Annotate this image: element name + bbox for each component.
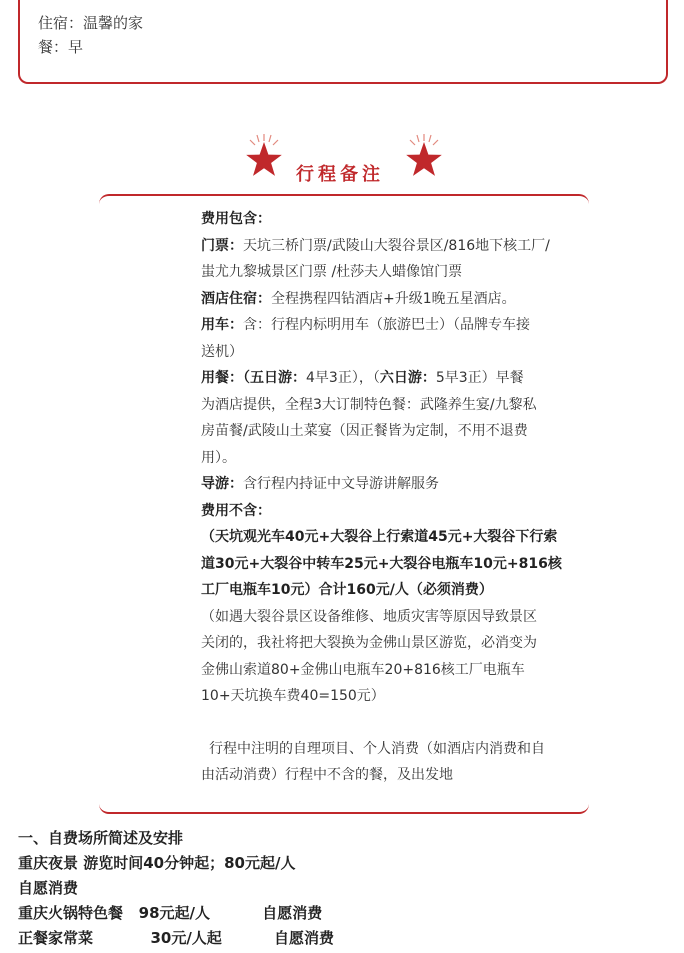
lodging-line: 住宿：温馨的家 xyxy=(38,14,144,32)
tickets-line xyxy=(201,233,587,260)
star-icon xyxy=(404,132,444,176)
spacer xyxy=(201,710,587,736)
self-pay-line-4: 正餐家常菜 30元/人起 自愿消费 xyxy=(18,929,335,947)
excludes-note-line-3: 金佛山索道80+金佛山电瓶车20+816核工厂电瓶车 xyxy=(201,661,525,678)
excludes-fee-line-1: （天坑观光车40元+大裂谷上行索道45元+大裂谷下行索 xyxy=(201,529,558,545)
meal-tail: ）早餐 xyxy=(481,370,524,386)
self-pay-line-1: 重庆夜景 游览时间40分钟起；80元起/人 xyxy=(18,854,296,872)
meal-six-label: 六日游： xyxy=(379,370,436,386)
meal-six-value: 5早3正 xyxy=(435,370,482,386)
hotel-text: 全程携程四钻酒店+升级1晚五星酒店。 xyxy=(271,290,516,307)
meal-line-2: 为酒店提供，全程3大订制特色餐：武隆养生宴/九黎私 xyxy=(201,396,537,413)
tickets-line-2: 蚩尤九黎城景区门票 /杜莎夫人蜡像馆门票 xyxy=(201,264,463,280)
excludes-note-line-4: 10+天坑换车费40=150元） xyxy=(201,688,385,704)
car-line xyxy=(201,312,587,339)
section-title: 行程备注 xyxy=(296,164,384,185)
excludes-fee-line-2: 道30元+大裂谷中转车25元+大裂谷电瓶车10元+816核 xyxy=(201,555,562,572)
car-text: 含：行程内标明用车（旅游巴士）（品牌专车接 xyxy=(243,317,530,333)
meal-five-label: （五日游： xyxy=(243,370,306,386)
hotel-line xyxy=(201,286,587,313)
meal-label: 用餐： xyxy=(201,370,243,386)
guide-line xyxy=(201,471,587,498)
star-icon xyxy=(244,132,284,176)
meal-line-3: 房苗餐/武陵山土菜宴（因正餐皆为定制，不用不退费 xyxy=(201,423,528,439)
section-header xyxy=(244,132,444,184)
excludes-note-line-2: 关闭的，我社将把大裂换为金佛山景区游览，必消变为 xyxy=(201,635,537,651)
guide-label: 导游： xyxy=(201,476,243,492)
meal-line xyxy=(201,365,587,392)
hotel-label: 酒店住宿： xyxy=(201,290,271,307)
meal-line-4: 用）。 xyxy=(201,449,236,466)
excludes-heading: 费用不含： xyxy=(201,502,271,519)
self-pay-line-2: 自愿消费 xyxy=(18,879,79,897)
excludes-note-line-1: （如遇大裂谷景区设备维修、地质灾害等原因导致景区 xyxy=(201,608,537,625)
includes-heading: 费用包含： xyxy=(201,211,271,227)
meal-five-value: 4早3正 xyxy=(306,370,352,386)
car-line-2: 送机） xyxy=(201,343,243,360)
notes-body xyxy=(201,206,587,789)
car-label: 用车： xyxy=(201,317,243,333)
guide-text: 含行程内持证中文导游讲解服务 xyxy=(243,476,439,492)
self-pay-heading: 一、自费场所简述及安排 xyxy=(18,829,184,847)
self-pay-note-line-1: 行程中注明的自理项目、个人消费（如酒店内消费和自 xyxy=(209,740,545,757)
excludes-fee-line-3: 工厂电瓶车10元）合计160元/人（必须消费） xyxy=(201,582,493,598)
meals-line: 餐：早 xyxy=(38,38,84,56)
tickets-text: 天坑三桥门票/武陵山大裂谷景区/816地下核工厂/ xyxy=(243,237,550,254)
self-pay-line-3: 重庆火锅特色餐 98元起/人 自愿消费 xyxy=(18,904,323,922)
meal-mid: ），（ xyxy=(351,370,380,386)
tickets-label: 门票： xyxy=(201,237,243,254)
self-pay-section xyxy=(18,826,334,951)
self-pay-note-line-2: 由活动消费）行程中不含的餐，及出发地 xyxy=(201,767,453,783)
